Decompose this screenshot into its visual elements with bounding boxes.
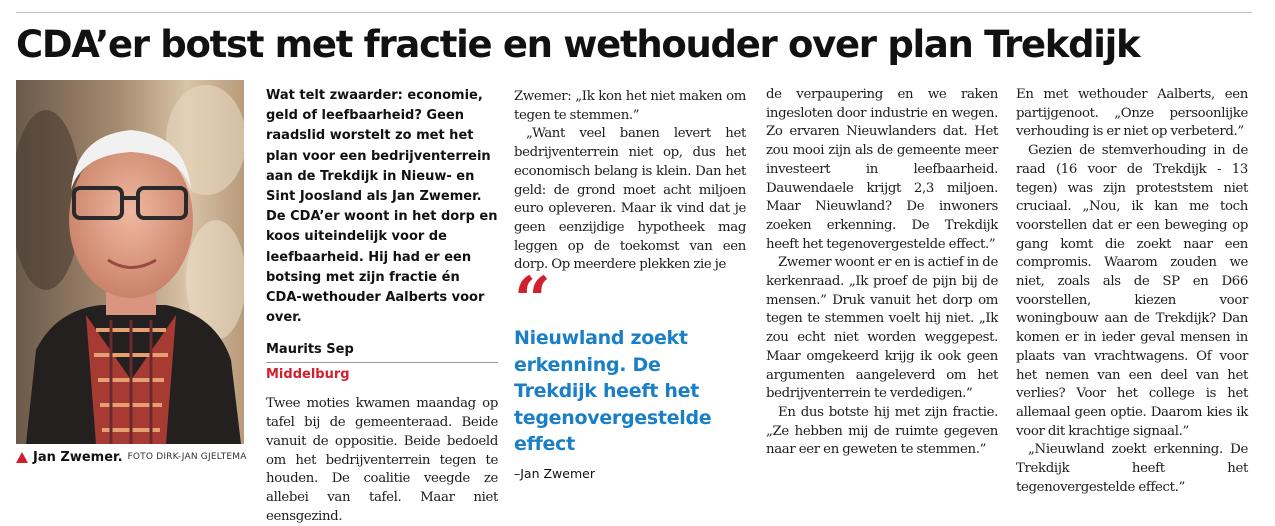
byline <box>266 340 498 385</box>
byline-place: Middelburg <box>266 367 350 383</box>
top-rule <box>16 12 1252 13</box>
pull-quote-author: –Jan Zwemer <box>514 465 595 481</box>
portrait-photo <box>16 80 244 444</box>
headline: CDA’er botst met fractie en wethouder over plan Trekdijk <box>16 23 1140 66</box>
body-paragraph: Twee moties kwamen maandag op tafel bij de gemeenteraad. Beide vanuit de oppositie. Beide bedoeld om het bedrijventerrein tegen te houden. De coalitie veegde ze allebei van tafel. Maar niet eensgezind. <box>266 396 498 524</box>
column-2 <box>514 88 746 481</box>
body-paragraph: Gezien de stemverhouding in de raad (16 voor de Trekdijk - 13 tegen) was zijn proteststem niet cruciaal. „Nou, ik kan me toch voorstellen dat er een beweging op gang komt die zoekt naar een compromis. Waarom zouden we niet, zoals als de SP en D66 voorstellen, kiezen voor woningbouw aan de Trekdijk? Dan komen er in ieder geval mensen in plaats van vrachtwagens. Of voor het nemen van een deel van het verlies? Voor het college is het allemaal geen optie. Daarom kies ik voor dit krachtige signaal.” <box>1016 143 1248 439</box>
body-paragraph: de verpaupering en we raken ingesloten door industrie en wegen. Zo ervaren Nieuwlanders dat. Het zou mooi zijn als de gemeente meer investeert in leefbaarheid. Dauwendaele krijgt 2,3 miljoen. Maar Nieuwland? De inwoners zoeken erkenning. De Trekdijk heeft het tegenovergestelde effect.” <box>766 87 998 252</box>
body-paragraph: „Want veel banen levert het bedrijventerrein niet op, dus het economisch belang is klein. Dan het geld: de grond moet acht miljoen euro opleveren. Maar ik vind dat je geen eenzijdige hypotheek mag leggen op de toekomst van een dorp. Op meerdere plekken zie je <box>514 126 746 273</box>
byline-author: Maurits Sep <box>266 340 498 363</box>
pull-quote: Nieuwland zoekt erkenning. De Trekdijk heeft het tegenovergestelde effect <box>514 327 712 456</box>
photo-caption <box>16 447 247 467</box>
body-paragraph: Zwemer woont er en is actief in de kerkenraad. „Ik proef de pijn bij de mensen.” Druk vanuit het dorp om tegen te stemmen voelt hij niet. „Ik zou echt niet worden weggepest. Maar omgekeerd krijg ik ook geen argumenten aangeleverd om het bedrijventerrein te verdedigen.” <box>766 255 998 402</box>
body-paragraph: „Nieuwland zoekt erkenning. De Trekdijk heeft het tegenovergestelde effect.” <box>1016 442 1248 495</box>
lead-paragraph: Wat telt zwaarder: economie, geld of leefbaarheid? Geen raadslid worstelt zo met het plan voor een bedrijventerrein aan de Trekdijk in Nieuw- en Sint Joosland als Jan Zwemer. De CDA’er woont in het dorp en koos uiteindelijk voor de leefbaarheid. Hij had er een botsing met zijn fractie én CDA-wethouder Aalberts voor over. <box>266 88 498 326</box>
quote-mark-icon: “ <box>514 263 547 339</box>
body-paragraph: En dus botste hij met zijn fractie. „Ze hebben mij de ruimte gegeven naar eer en geweten te stemmen.” <box>766 404 998 458</box>
caption-credit: FOTO DIRK-JAN GJELTEMA <box>127 452 247 462</box>
caption-name: Jan Zwemer. <box>33 449 123 465</box>
caption-triangle-icon <box>16 452 28 463</box>
column-4 <box>1016 86 1248 497</box>
column-1 <box>266 86 498 526</box>
column-3 <box>766 86 998 460</box>
body-paragraph: En met wethouder Aalberts, een partijgenoot. „Onze persoonlijke verhouding is er niet op verbeterd.” <box>1016 87 1248 140</box>
body-paragraph: Zwemer: „Ik kon het niet maken om tegen te stemmen.” <box>514 89 746 123</box>
